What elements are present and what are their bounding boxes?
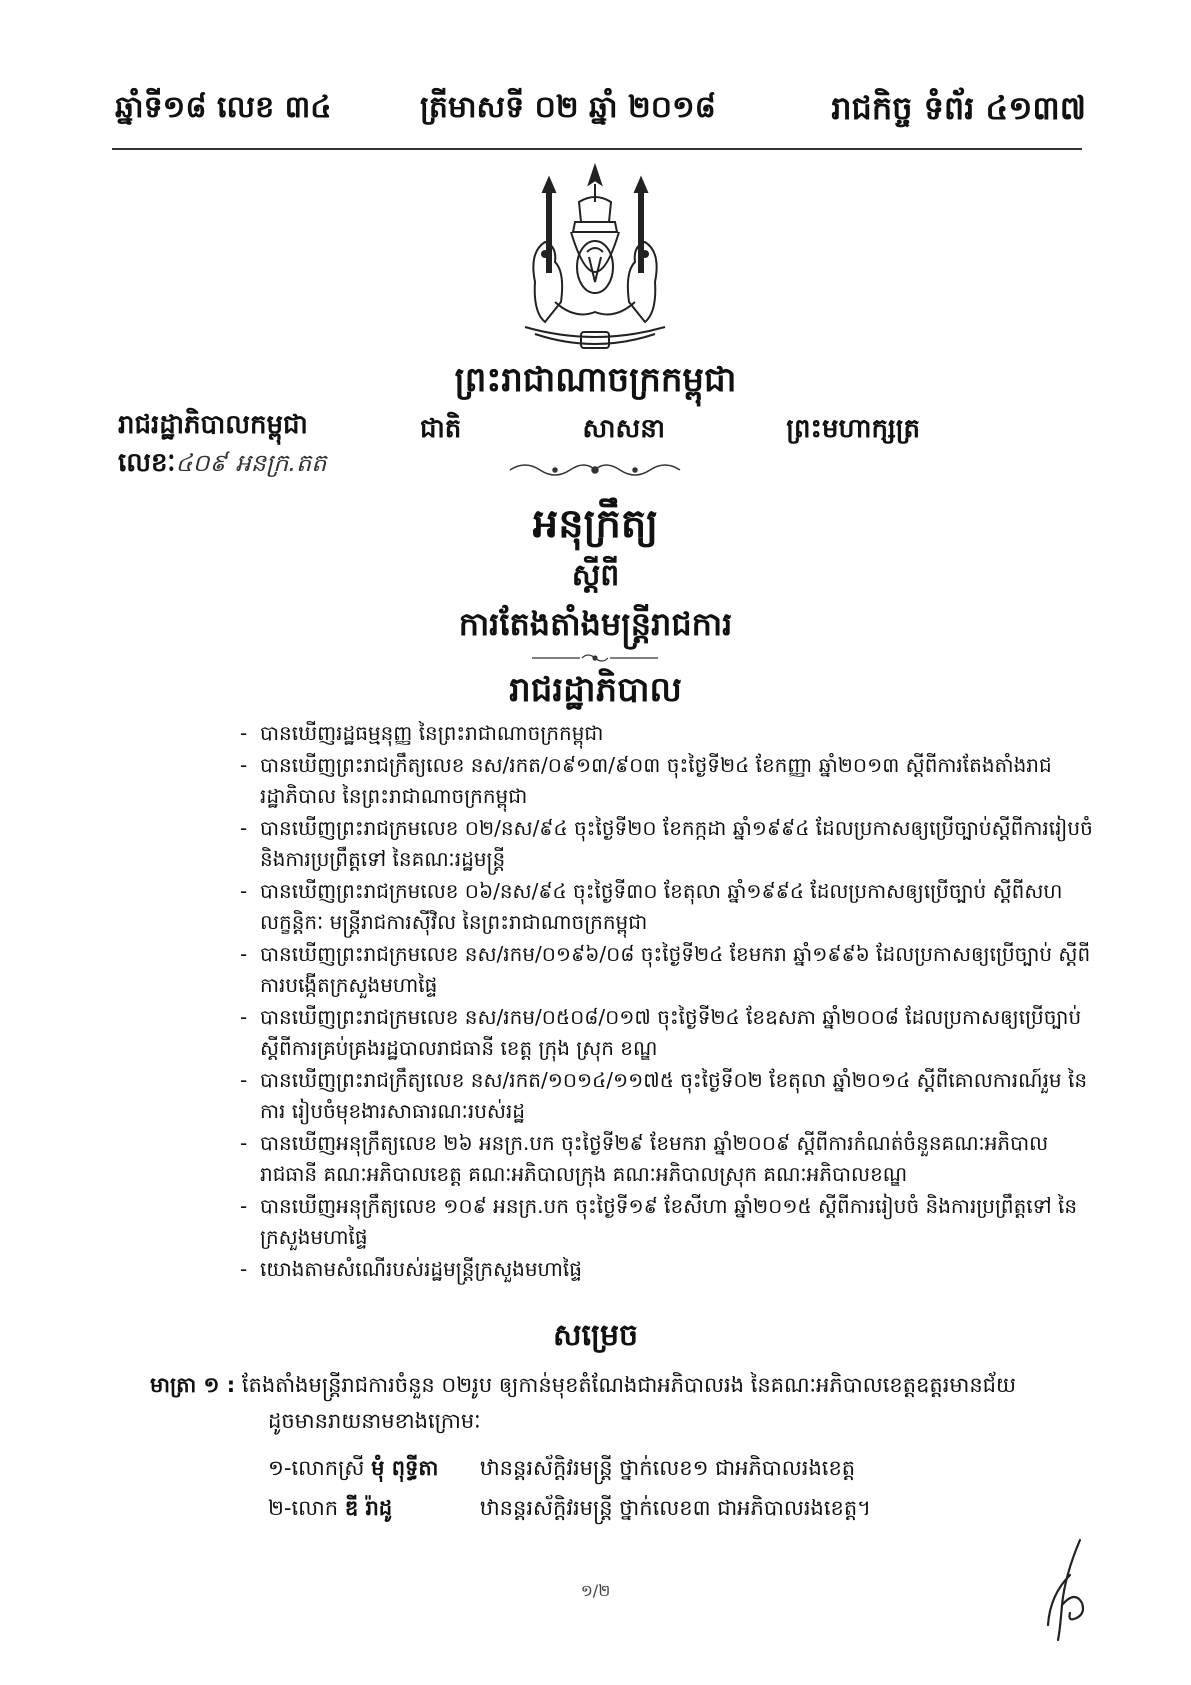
preamble-item: - បានឃើញព្រះរាជក្រឹត្យលេខ នស/រកត/០៩១៣/៩០៣ ចុះថ្ងៃទី២៤ ខែកញ្ញា ឆ្នាំ២០១៣ ស្តីពីការតែងតាំងរាជរដ្ឋាភិបាល នៃព្រះរាជាណាចក្រកម្ពុជា [240,750,1095,813]
document-subject: ការតែងតាំងមន្ត្រីរាជការ [458,605,733,643]
motto-nation: ជាតិ [420,414,462,444]
decree-number-suffix: អនក្រ.តត [235,449,327,477]
article-1-line1 [150,1367,1090,1403]
article-1 [150,1367,1090,1439]
government-name: រាជរដ្ឋាភិបាលកម្ពុជា [118,410,308,440]
decorative-divider-ornament [505,458,685,482]
page-number: ១/២ [580,1581,611,1600]
preamble-item: - បានឃើញអនុក្រឹត្យលេខ ២៦ អនក្រ.បក ចុះថ្ងៃទី២៩ ខែមករា ឆ្នាំ២០០៩ ស្តីពីការកំណត់ចំនួនគណៈអភិបាលរាជធានី គណៈអភិបាលខេត្ត គណៈអភិបាលក្រុង គណៈអភិបាលស្រុក គណៈអភិបាលខណ្ឌ [240,1128,1095,1191]
appointee-prefix: ១-លោកស្រី [268,1456,365,1480]
header-quarter: ត្រីមាសទី ០២ ឆ្នាំ ២០១៨ [420,90,716,125]
appointee-list [268,1448,871,1528]
kingdom-title: ព្រះរាជាណាចក្រកម្ពុជា [454,360,737,400]
preamble-item: - បានឃើញព្រះរាជក្រឹត្យលេខ នស/រកត/១០១៤/១១៧៥ ចុះថ្ងៃទី០២ ខែតុលា ឆ្នាំ២០១៤ ស្តីពីគោលការណ៍រួម នៃការ រៀបចំមុខងារសាធារណៈរបស់រដ្ឋ [240,1065,1095,1128]
document-about: ស្តីពី [571,558,620,593]
decree-number-value: ៤០៩ [175,449,227,477]
document-type-title: អនុក្រឹត្យ [532,501,659,547]
issuing-authority: រាជរដ្ឋាភិបាល [509,670,682,710]
handwritten-initial-signature [1040,1535,1100,1645]
appointee-row [268,1488,871,1528]
preamble-item: - បានឃើញអនុក្រឹត្យលេខ ១០៩ អនក្រ.បក ចុះថ្ងៃទី១៩ ខែសីហា ឆ្នាំ២០១៥ ស្តីពីការរៀបចំ និងការប្រព្រឹត្តទៅ នៃ ក្រសួងមហាផ្ទៃ [240,1191,1095,1254]
preamble-item: - បានឃើញព្រះរាជក្រមលេខ នស/រកម/០១៩៦/០៨ ចុះថ្ងៃទី២៤ ខែមករា ឆ្នាំ១៩៩៦ ដែលប្រកាសឲ្យប្រើច្បាប់ ស្តីពីការបង្កើតក្រសួងមហាផ្ទៃ [240,939,1095,1002]
header-year-issue: ឆ្នាំទី១៨ លេខ ៣៤ [115,90,332,125]
preamble-list [240,718,1095,1285]
header-rule [112,148,1082,150]
article-1-label: មាត្រា ១ : [150,1373,236,1397]
article-1-line2: ដូចមានរាយនាមខាងក្រោមៈ [268,1409,481,1433]
appointee-role: ឋានន្តរស័ក្តិវរមន្ត្រី ថ្នាក់លេខ៣ ជាអភិបាលរងខេត្ត។ [479,1496,871,1520]
decree-number-label: លេខៈ [118,448,176,478]
appointee-role: ឋានន្តរស័ក្តិវរមន្ត្រី ថ្នាក់លេខ១ ជាអភិបាលរងខេត្ត [479,1456,856,1480]
motto-religion: សាសនា [582,414,666,444]
article-1-text: តែងតាំងមន្ត្រីរាជការចំនួន ០២រូប ឲ្យកាន់មុខតំណែងជាអភិបាលរង នៃគណៈអភិបាលខេត្តឧត្តរមានជ័យ [241,1373,1017,1397]
preamble-item: - បានឃើញរដ្ឋធម្មនុញ្ញ នៃព្រះរាជាណាចក្រកម្ពុជា [240,718,1095,750]
preamble-item: - បានឃើញព្រះរាជក្រមលេខ ០២/នស/៩៤ ចុះថ្ងៃទី២០ ខែកក្កដា ឆ្នាំ១៩៩៤ ដែលប្រកាសឲ្យប្រើច្បាប់ស្តីពីការរៀបចំ និងការប្រព្រឹត្តទៅ នៃគណៈរដ្ឋមន្ត្រី [240,813,1095,876]
small-divider-ornament [530,650,660,666]
preamble-item: - បានឃើញព្រះរាជក្រមលេខ ០៦/នស/៩៤ ចុះថ្ងៃទី៣០ ខែតុលា ឆ្នាំ១៩៩៤ ដែលប្រកាសឲ្យប្រើច្បាប់ ស្តីពីសហលក្ខន្តិកៈ មន្ត្រីរាជការស៊ីវិល នៃព្រះរាជាណាចក្រកម្ពុជា [240,876,1095,939]
motto-king: ព្រះមហាក្សត្រ [786,414,920,444]
preamble-item: - យោងតាមសំណើរបស់រដ្ឋមន្ត្រីក្រសួងមហាផ្ទៃ [240,1254,1095,1286]
decree-number [118,446,326,484]
royal-coat-of-arms-emblem [505,162,685,357]
header-gazette-page: រាជកិច្ច ទំព័រ ៤១៣៧ [831,89,1086,127]
appointee-name: ឌី រ៉ាដូ [344,1496,393,1520]
appointee-row [268,1448,871,1488]
decision-heading: សម្រេច [552,1318,639,1353]
national-motto [420,412,920,450]
appointee-prefix: ២-លោក [268,1496,339,1520]
appointee-name: មុំ ពុទ្ធីតា [371,1456,439,1480]
preamble-item: - បានឃើញព្រះរាជក្រមលេខ នស/រកម/០៥០៨/០១៧ ចុះថ្ងៃទី២៤ ខែឧសភា ឆ្នាំ២០០៨ ដែលប្រកាសឲ្យប្រើច្បាប់ ស្តីពីការគ្រប់គ្រងរដ្ឋបាលរាជធានី ខេត្ត ក្រុង ស្រុក ខណ្ឌ [240,1002,1095,1065]
